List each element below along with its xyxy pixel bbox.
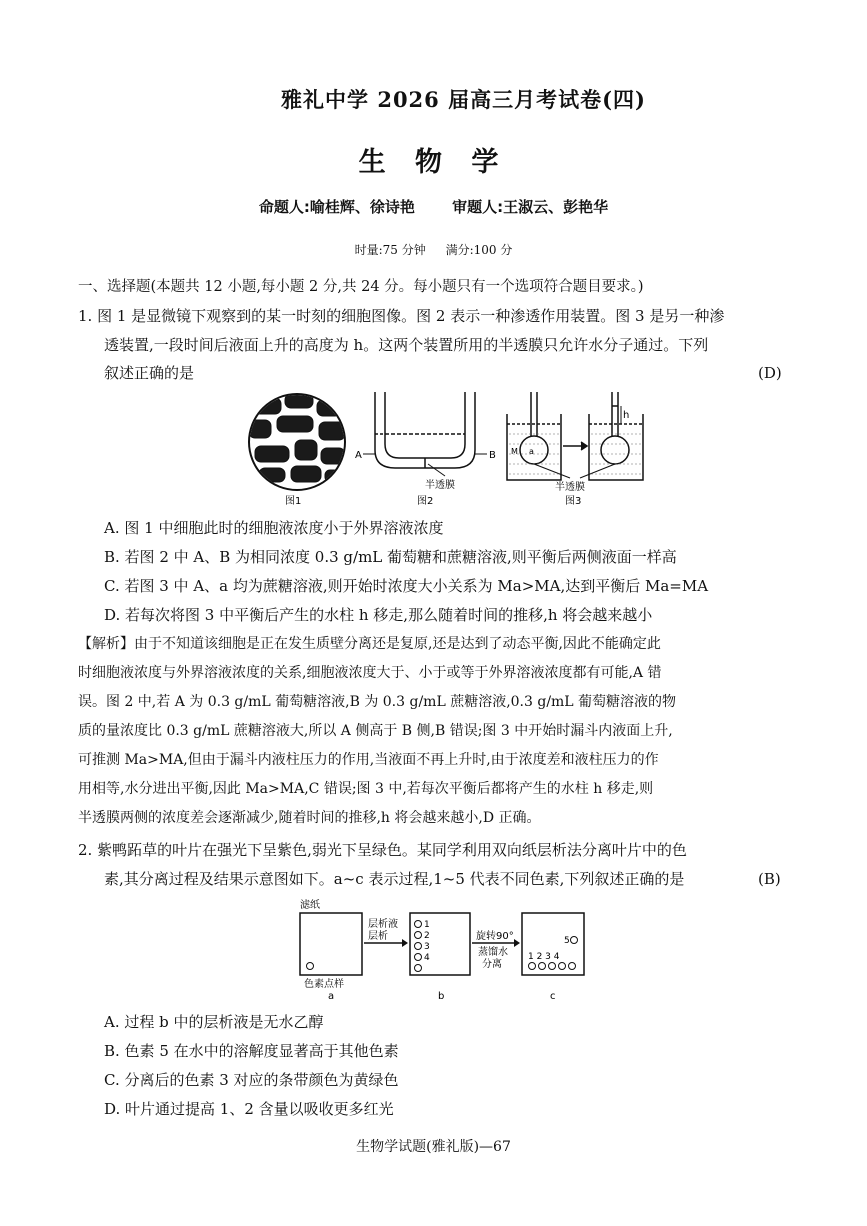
q1-line-2: 透装置,一段时间后液面上升的高度为 h。这两个装置所用的半透膜只允许水分子通过。下列 [104, 336, 709, 354]
fig2-label: 图2 [417, 496, 434, 507]
q2-n4: 4 [424, 953, 430, 963]
fig2-membrane-label: 半透膜 [425, 480, 455, 491]
q2-paper-boxes [300, 913, 584, 975]
fig2-u-tube [363, 392, 487, 476]
subject-title: 生 物 学 [358, 147, 509, 178]
q2-spots [307, 921, 578, 972]
q1-explanation-3: 误。图 2 中,若 A 为 0.3 g/mL 葡萄糖溶液,B 为 0.3 g/mL 蔗糖溶液,0.3 g/mL 葡萄糖溶液的物 [78, 694, 677, 710]
fig3-membrane-label: 半透膜 [555, 482, 585, 493]
q2-step2-a: 旋转90° [476, 931, 514, 942]
reviewer: 审题人:王淑云、彭艳华 [452, 198, 609, 216]
q2-spot-label: 色素点样 [304, 979, 344, 990]
q2-label-b: b [438, 991, 445, 1002]
q2-paper-label: 滤纸 [300, 900, 320, 911]
q2-n2: 2 [424, 931, 430, 941]
q2-step2-c: 分离 [482, 959, 502, 970]
q1-explanation-4: 质的量浓度比 0.3 g/mL 蔗糖溶液大,所以 A 侧高于 B 侧,B 错误;图 3 中开始时漏斗内液面上升, [78, 723, 673, 739]
section-heading: 一、选择题(本题共 12 小题,每小题 2 分,共 24 分。每小题只有一个选项符合题目要求。) [78, 279, 644, 295]
q1-option-b: B. 若图 2 中 A、B 为相同浓度 0.3 g/mL 葡萄糖和蔗糖溶液,则平衡后两侧液面一样高 [104, 548, 677, 566]
q2-step1-a: 层析液 [368, 919, 398, 930]
q2-n3: 3 [424, 942, 430, 952]
q2-figure [296, 895, 596, 1007]
q1-explanation-2: 时细胞液浓度与外界溶液浓度的关系,细胞液浓度大于、小于或等于外界溶液浓度都有可能,A 错 [78, 665, 662, 681]
q2-answer: (B) [758, 870, 781, 888]
fig2-a-label: A [355, 450, 362, 461]
q1-answer: (D) [758, 364, 782, 382]
q2-label-c: c [550, 991, 556, 1002]
setter: 命题人:喻桂辉、徐诗艳 [258, 198, 415, 216]
fig2-b-label: B [489, 450, 496, 461]
q1-explanation-6: 用相等,水分进出平衡,因此 Ma>MA,C 错误;图 3 中,若每次平衡后都将产生的水柱 h 移走,则 [78, 781, 654, 797]
q1-line-1: 1. 图 1 是显微镜下观察到的某一时刻的细胞图像。图 2 表示一种渗透作用装置。图 3 是另一种渗 [78, 307, 725, 325]
fig3-osmometers [507, 392, 643, 480]
q1-line-3: 叙述正确的是 [104, 364, 195, 382]
fig3-a-label: a [529, 447, 534, 456]
fig1-cells-image [249, 394, 345, 507]
fig3-h-label: h [623, 410, 630, 421]
q2-line-1: 2. 紫鸭跖草的叶片在强光下呈紫色,弱光下呈绿色。某同学利用双向纸层析法分离叶片中的色 [78, 841, 687, 859]
exam-title: 雅礼中学 2026 届高三月考试卷(四) [281, 87, 646, 112]
q1-option-c: C. 若图 3 中 A、a 均为蔗糖溶液,则开始时浓度大小关系为 Ma>MA,达到平衡后 Ma=MA [104, 577, 709, 595]
q2-n5: 5 [564, 936, 570, 946]
q2-option-d: D. 叶片通过提高 1、2 含量以吸收更多红光 [104, 1100, 394, 1118]
q2-step2-b: 蒸馏水 [478, 947, 508, 958]
fig3-label: 图3 [565, 496, 582, 507]
q2-row-label: 1 2 3 4 [528, 952, 560, 962]
arrow-1-icon [402, 939, 408, 947]
q1-explanation-7: 半透膜两侧的浓度差会逐渐减少,随着时间的推移,h 将会越来越小,D 正确。 [78, 810, 541, 826]
q2-label-a: a [328, 991, 335, 1002]
q2-n1: 1 [424, 920, 430, 930]
page-footer: 生物学试题(雅礼版)—67 [356, 1139, 511, 1155]
q1-figure [245, 388, 645, 510]
time-limit: 时量:75 分钟 [354, 243, 426, 257]
q1-explanation-1: 【解析】由于不知道该细胞是正在发生质壁分离还是复原,还是达到了动态平衡,因此不能确定此 [78, 636, 661, 652]
arrow-2-icon [514, 939, 520, 947]
q2-option-b: B. 色素 5 在水中的溶解度显著高于其他色素 [104, 1042, 399, 1060]
fig3-ma-label: M [511, 447, 518, 456]
fig1-label: 图1 [285, 496, 302, 507]
q2-option-a: A. 过程 b 中的层析液是无水乙醇 [104, 1013, 324, 1031]
q2-line-2: 素,其分离过程及结果示意图如下。a~c 表示过程,1~5 代表不同色素,下列叙述正确的是 [104, 870, 685, 888]
q1-option-a: A. 图 1 中细胞此时的细胞液浓度小于外界溶液浓度 [104, 519, 444, 537]
full-score: 满分:100 分 [445, 243, 513, 257]
time-score-line [0, 241, 867, 258]
q1-option-d: D. 若每次将图 3 中平衡后产生的水柱 h 移走,那么随着时间的推移,h 将会越来越小 [104, 606, 653, 624]
q2-step1-b: 层析 [368, 931, 388, 942]
authors-line [0, 196, 867, 217]
q1-explanation-5: 可推测 Ma>MA,但由于漏斗内液柱压力的作用,当液面不再上升时,由于浓度差和液柱压力的作 [78, 752, 659, 768]
q2-option-c: C. 分离后的色素 3 对应的条带颜色为黄绿色 [104, 1071, 399, 1089]
